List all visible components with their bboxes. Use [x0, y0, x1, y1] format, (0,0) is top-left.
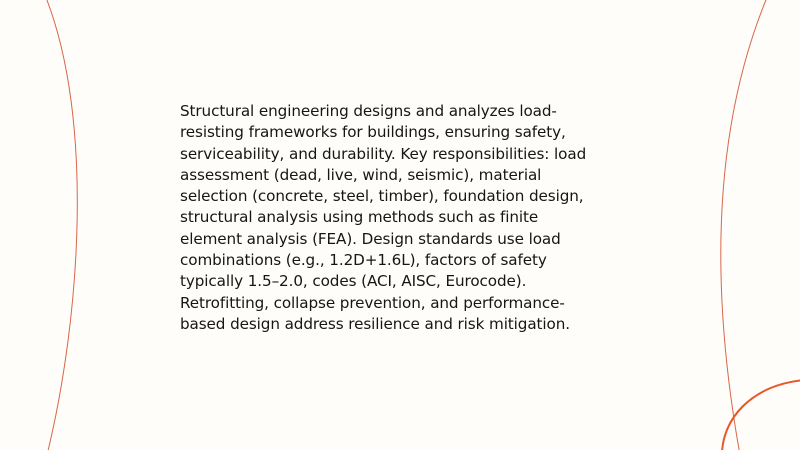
text-line: element analysis (FEA). Design standards use load — [180, 229, 561, 248]
body-paragraph — [180, 101, 620, 335]
text-line: assessment (dead, live, wind, seismic), material — [180, 165, 542, 184]
left-arc-decoration — [45, 0, 77, 450]
text-line: Retrofitting, collapse prevention, and performance- — [180, 293, 565, 312]
text-line: typically 1.5–2.0, codes (ACI, AISC, Eurocode). — [180, 272, 527, 291]
right-arc-decoration — [721, 0, 768, 450]
text-line: Structural engineering designs and analyzes load- — [180, 102, 557, 120]
text-line: combinations (e.g., 1.2D+1.6L), factors of safety — [180, 251, 547, 270]
text-line: selection (concrete, steel, timber), foundation design, — [180, 187, 584, 206]
text-line: resisting frameworks for buildings, ensuring safety, — [180, 123, 566, 142]
text-line: structural analysis using methods such as finite — [180, 208, 539, 227]
text-line: based design address resilience and risk mitigation. — [180, 314, 570, 333]
text-line: serviceability, and durability. Key responsibilities: load — [180, 144, 587, 163]
